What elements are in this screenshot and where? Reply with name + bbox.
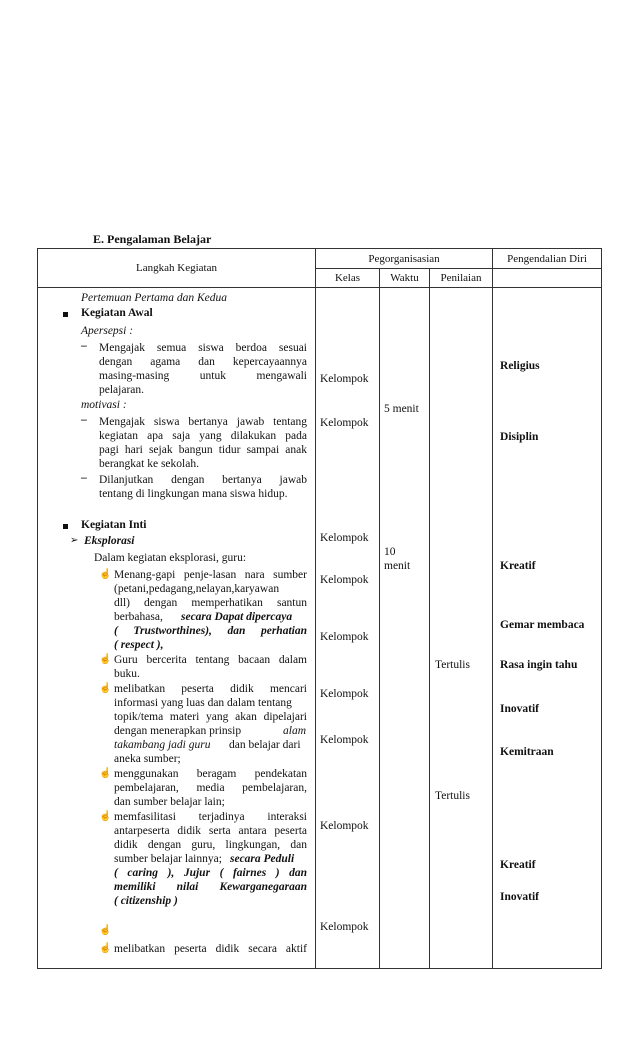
kelas-label: Kelompok <box>320 373 369 385</box>
kelas-label: Kelompok <box>320 820 369 832</box>
kelas-label: Kelompok <box>320 631 369 643</box>
header-penilaian: Penilaian <box>430 269 493 288</box>
langkah-cell <box>38 288 316 969</box>
eksplorasi-line: topik/tema materi yang akan dipelajari <box>114 711 307 723</box>
apersepsi-line: dengan agama dan kepercayaannya <box>99 356 307 368</box>
waktu-label: menit <box>384 560 411 572</box>
motivasi-label: motivasi : <box>81 399 127 411</box>
pengendalian-cell <box>493 288 602 969</box>
pointing-hand-icon: ☝ <box>99 768 112 779</box>
eksplorasi-line: dll) dengan memperhatikan santun <box>114 597 307 609</box>
eksplorasi-heading: Eksplorasi <box>84 535 135 547</box>
kelas-label: Kelompok <box>320 688 369 700</box>
penilaian-cell <box>430 288 493 969</box>
header-pegorganisasian: Pegorganisasian <box>316 249 493 269</box>
penilaian-label: Tertulis <box>435 790 470 802</box>
arrow-bullet-icon: ➢ <box>70 535 79 546</box>
motivasi-line: pagi hari sejak bangun tidur sampai anak <box>99 444 307 456</box>
kelas-label: Kelompok <box>320 921 369 933</box>
header-pengendalian: Pengendalian Diri <box>493 249 602 269</box>
dash-icon: – <box>81 414 87 426</box>
kelas-cell <box>316 288 380 969</box>
eksplorasi-line: dan sumber belajar lain; <box>114 796 225 808</box>
eksplorasi-line-emph: memiliki nilai Kewarganegaraan <box>114 881 307 893</box>
square-bullet-icon <box>63 312 68 317</box>
apersepsi-line: masing-masing untuk mengawali <box>99 370 307 382</box>
eksplorasi-line: melibatkan peserta didik mencari <box>114 683 307 695</box>
eksplorasi-line-emph: secara Dapat dipercaya <box>181 611 293 623</box>
eksplorasi-line: didik dengan guru, lingkungan, dan <box>114 839 307 851</box>
eksplorasi-line: menggunakan beragam pendekatan <box>114 768 307 780</box>
eksplorasi-line-emph: ( caring ), Jujur ( fairnes ) dan <box>114 867 307 879</box>
pointing-hand-icon: ☝ <box>99 654 112 665</box>
pertemuan-label: Pertemuan Pertama dan Kedua <box>81 292 227 304</box>
motivasi-line: tentang di lingkungan mana siswa hidup. <box>99 488 288 500</box>
eksplorasi-line-emph: takambang jadi guru <box>114 739 211 751</box>
eksplorasi-line: aneka sumber; <box>114 753 181 765</box>
eksplorasi-line-emph: ( respect ), <box>114 639 164 651</box>
eksplorasi-intro: Dalam kegiatan eksplorasi, guru: <box>94 552 247 564</box>
square-bullet-icon <box>63 524 68 529</box>
motivasi-line: berangkat ke sekolah. <box>99 458 199 470</box>
eksplorasi-line: Menang-gapi penje-lasan nara sumber <box>114 569 307 581</box>
kegiatan-awal-heading: Kegiatan Awal <box>81 307 153 319</box>
penilaian-label: Tertulis <box>435 659 470 671</box>
karakter-label: Kreatif <box>500 859 536 871</box>
eksplorasi-line-emph: secara Peduli <box>230 853 295 865</box>
pointing-hand-icon: ☝ <box>99 569 112 580</box>
pointing-hand-icon: ☝ <box>99 683 112 694</box>
pointing-hand-icon: ☝ <box>99 811 112 822</box>
apersepsi-line: pelajaran. <box>99 384 145 396</box>
eksplorasi-line-emph: ( citizenship ) <box>114 895 178 907</box>
eksplorasi-line-emph: alam <box>283 725 306 737</box>
eksplorasi-line: buku. <box>114 668 140 680</box>
eksplorasi-line: dan belajar dari <box>229 739 301 751</box>
header-langkah: Langkah Kegiatan <box>38 249 316 288</box>
karakter-label: Kemitraan <box>500 746 554 758</box>
motivasi-line: Mengajak siswa bertanya jawab tentang <box>99 416 307 428</box>
motivasi-line: kegiatan apa saja yang dilakukan pada <box>99 430 307 442</box>
karakter-label: Religius <box>500 360 540 372</box>
eksplorasi-line: memfasilitasi terjadinya interaksi <box>114 811 307 823</box>
section-title: E. Pengalaman Belajar <box>93 232 212 246</box>
karakter-label: Rasa ingin tahu <box>500 659 578 671</box>
eksplorasi-line: dengan menerapkan prinsip <box>114 725 242 737</box>
motivasi-line: Dilanjutkan dengan bertanya jawab <box>99 474 307 486</box>
eksplorasi-line: (petani,pedagang,nelayan,karyawan <box>114 583 280 595</box>
eksplorasi-line: melibatkan peserta didik secara aktif <box>114 943 307 955</box>
dash-icon: – <box>81 472 87 484</box>
kelas-label: Kelompok <box>320 574 369 586</box>
eksplorasi-line: sumber belajar lainnya; <box>114 853 222 865</box>
karakter-label: Gemar membaca <box>500 619 585 631</box>
learning-table <box>37 248 602 969</box>
pointing-hand-icon: ☝ <box>99 943 112 954</box>
dash-icon: – <box>81 340 87 352</box>
eksplorasi-line: pembelajaran, media pembelajaran, <box>114 782 307 794</box>
karakter-label: Inovatif <box>500 891 539 903</box>
karakter-label: Kreatif <box>500 560 536 572</box>
pointing-hand-icon: ☝ <box>99 925 112 936</box>
waktu-label: 10 <box>384 546 396 558</box>
kelas-label: Kelompok <box>320 417 369 429</box>
karakter-label: Inovatif <box>500 703 539 715</box>
apersepsi-line: Mengajak semua siswa berdoa sesuai <box>99 342 307 354</box>
header-kelas: Kelas <box>316 269 380 288</box>
waktu-label: 5 menit <box>384 403 419 415</box>
kelas-label: Kelompok <box>320 734 369 746</box>
kegiatan-inti-heading: Kegiatan Inti <box>81 519 147 531</box>
karakter-label: Disiplin <box>500 431 539 443</box>
apersepsi-label: Apersepsi : <box>81 325 134 337</box>
eksplorasi-line: Guru bercerita tentang bacaan dalam <box>114 654 307 666</box>
header-waktu: Waktu <box>380 269 430 288</box>
eksplorasi-line: informasi yang luas dan dalam tentang <box>114 697 292 709</box>
eksplorasi-line: antarpeserta didik serta antara peserta <box>114 825 307 837</box>
eksplorasi-line-emph: ( Trustworthines), dan perhatian <box>114 625 307 637</box>
eksplorasi-line: berbahasa, <box>114 611 163 623</box>
waktu-cell <box>380 288 430 969</box>
kelas-label: Kelompok <box>320 532 369 544</box>
